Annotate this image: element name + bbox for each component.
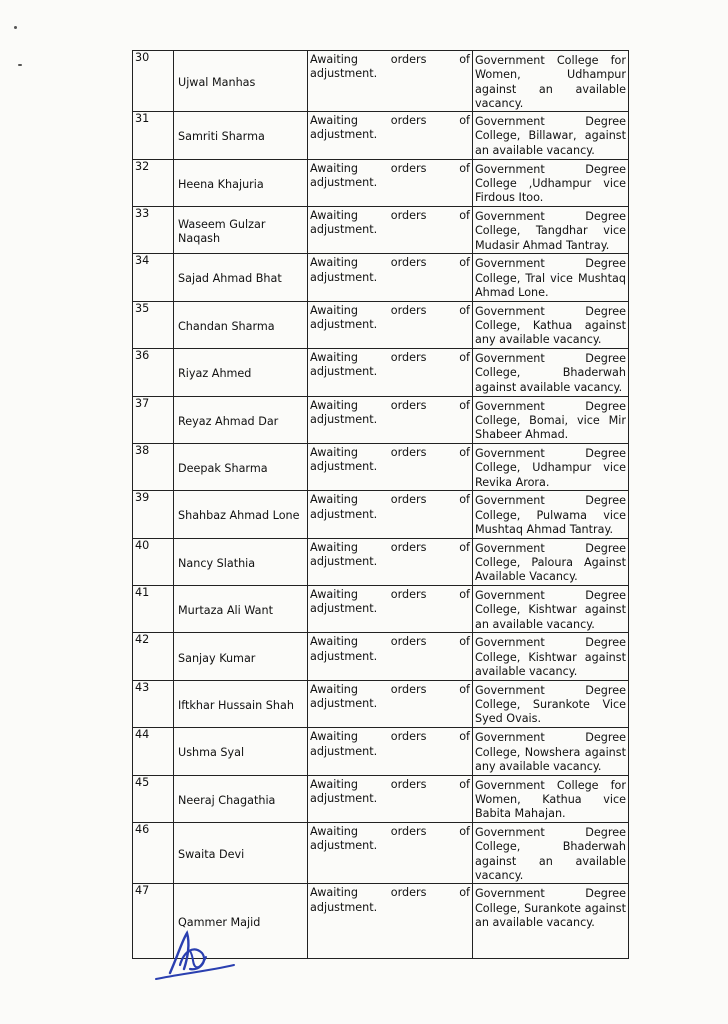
status-word: Awaiting bbox=[310, 886, 358, 900]
status-word: of bbox=[459, 777, 470, 791]
status-word: orders bbox=[390, 493, 427, 507]
place-of-posting: Government Degree College, Kishtwar against available vacancy. bbox=[473, 633, 629, 680]
status-word: orders bbox=[390, 682, 427, 696]
status-word: adjustment. bbox=[310, 460, 378, 474]
status-word: adjustment. bbox=[310, 318, 378, 332]
status-word: of bbox=[459, 886, 470, 900]
serial-number: 34 bbox=[133, 254, 174, 301]
status-line bbox=[310, 209, 470, 223]
current-status bbox=[308, 491, 473, 538]
status-word: of bbox=[459, 161, 470, 175]
status-word: adjustment. bbox=[310, 839, 378, 853]
employee-name: Ujwal Manhas bbox=[174, 51, 308, 112]
current-status bbox=[308, 159, 473, 206]
current-status bbox=[308, 823, 473, 884]
status-word: adjustment. bbox=[310, 128, 378, 142]
status-word: orders bbox=[390, 825, 427, 839]
table-row bbox=[133, 254, 629, 301]
serial-number: 31 bbox=[133, 112, 174, 159]
current-status bbox=[308, 884, 473, 959]
table-row bbox=[133, 633, 629, 680]
status-word: of bbox=[459, 730, 470, 744]
serial-number: 38 bbox=[133, 443, 174, 490]
status-line bbox=[310, 886, 470, 900]
employee-name: Ushma Syal bbox=[174, 728, 308, 775]
serial-number: 42 bbox=[133, 633, 174, 680]
employee-name: Deepak Sharma bbox=[174, 443, 308, 490]
status-line bbox=[310, 778, 470, 792]
employee-name: Samriti Sharma bbox=[174, 112, 308, 159]
status-word: orders bbox=[390, 161, 427, 175]
current-status bbox=[308, 728, 473, 775]
status-line bbox=[310, 493, 470, 507]
table-row bbox=[133, 443, 629, 490]
status-word: Awaiting bbox=[310, 398, 358, 412]
status-line bbox=[310, 351, 470, 365]
employee-name: Iftkhar Hussain Shah bbox=[174, 680, 308, 727]
status-word: Awaiting bbox=[310, 730, 358, 744]
serial-number: 33 bbox=[133, 206, 174, 253]
status-word: adjustment. bbox=[310, 175, 378, 189]
status-word: orders bbox=[390, 114, 427, 128]
status-line bbox=[310, 162, 470, 176]
serial-number: 39 bbox=[133, 491, 174, 538]
status-word: Awaiting bbox=[310, 303, 358, 317]
serial-number: 41 bbox=[133, 586, 174, 633]
serial-number: 35 bbox=[133, 301, 174, 348]
status-word: of bbox=[459, 540, 470, 554]
status-word: Awaiting bbox=[310, 445, 358, 459]
table-row bbox=[133, 491, 629, 538]
table-row bbox=[133, 823, 629, 884]
employee-name: Reyaz Ahmad Dar bbox=[174, 396, 308, 443]
status-word: of bbox=[459, 493, 470, 507]
table-row bbox=[133, 206, 629, 253]
current-status bbox=[308, 633, 473, 680]
serial-number: 45 bbox=[133, 775, 174, 822]
place-of-posting: Government Degree College, Bhaderwah against available vacancy. bbox=[473, 349, 629, 396]
employee-name: Swaita Devi bbox=[174, 823, 308, 884]
current-status bbox=[308, 51, 473, 112]
table-row bbox=[133, 680, 629, 727]
status-word: adjustment. bbox=[310, 697, 378, 711]
place-of-posting: Government Degree College, Bomai, vice Mir Shabeer Ahmad. bbox=[473, 396, 629, 443]
place-of-posting: Government Degree College, Nowshera against any available vacancy. bbox=[473, 728, 629, 775]
status-word: Awaiting bbox=[310, 682, 358, 696]
employee-name: Chandan Sharma bbox=[174, 301, 308, 348]
status-word: of bbox=[459, 588, 470, 602]
place-of-posting: Government Degree College, Bhaderwah against an available vacancy. bbox=[473, 823, 629, 884]
place-of-posting: Government Degree College, Kishtwar against an available vacancy. bbox=[473, 586, 629, 633]
status-word: orders bbox=[390, 351, 427, 365]
table-row bbox=[133, 538, 629, 585]
table-row bbox=[133, 301, 629, 348]
status-line bbox=[310, 399, 470, 413]
status-word: Awaiting bbox=[310, 540, 358, 554]
status-word: of bbox=[459, 114, 470, 128]
place-of-posting: Government Degree College, Billawar, against an available vacancy. bbox=[473, 112, 629, 159]
status-word: of bbox=[459, 445, 470, 459]
employee-name: Riyaz Ahmed bbox=[174, 349, 308, 396]
status-word: orders bbox=[390, 540, 427, 554]
current-status bbox=[308, 680, 473, 727]
status-line bbox=[310, 825, 470, 839]
status-word: Awaiting bbox=[310, 635, 358, 649]
status-word: adjustment. bbox=[310, 744, 378, 758]
status-word: of bbox=[459, 682, 470, 696]
place-of-posting: Government Degree College, Kathua against any available vacancy. bbox=[473, 301, 629, 348]
current-status bbox=[308, 586, 473, 633]
status-word: of bbox=[459, 208, 470, 222]
current-status bbox=[308, 396, 473, 443]
status-word: orders bbox=[390, 256, 427, 270]
place-of-posting: Government Degree College, Tral vice Mushtaq Ahmad Lone. bbox=[473, 254, 629, 301]
current-status bbox=[308, 538, 473, 585]
status-word: of bbox=[459, 635, 470, 649]
current-status bbox=[308, 206, 473, 253]
place-of-posting: Government Degree College ,Udhampur vice Firdous Itoo. bbox=[473, 159, 629, 206]
status-word: orders bbox=[390, 730, 427, 744]
table-row bbox=[133, 396, 629, 443]
status-line bbox=[310, 114, 470, 128]
place-of-posting: Government College for Women, Kathua vice Babita Mahajan. bbox=[473, 775, 629, 822]
status-word: orders bbox=[390, 398, 427, 412]
current-status bbox=[308, 349, 473, 396]
employee-name: Neeraj Chagathia bbox=[174, 775, 308, 822]
employee-name: Shahbaz Ahmad Lone bbox=[174, 491, 308, 538]
place-of-posting: Government Degree College, Surankote Vice Syed Ovais. bbox=[473, 680, 629, 727]
orders-table-body bbox=[133, 51, 629, 959]
status-word: Awaiting bbox=[310, 53, 358, 66]
status-line bbox=[310, 541, 470, 555]
status-word: Awaiting bbox=[310, 777, 358, 791]
current-status bbox=[308, 443, 473, 490]
serial-number: 40 bbox=[133, 538, 174, 585]
employee-name: Sajad Ahmad Bhat bbox=[174, 254, 308, 301]
employee-name: Qammer Majid bbox=[174, 884, 308, 959]
status-word: adjustment. bbox=[310, 507, 378, 521]
status-word: orders bbox=[390, 886, 427, 900]
status-word: Awaiting bbox=[310, 208, 358, 222]
status-word: of bbox=[459, 53, 470, 66]
serial-number: 44 bbox=[133, 728, 174, 775]
employee-name: Nancy Slathia bbox=[174, 538, 308, 585]
serial-number: 30 bbox=[133, 51, 174, 112]
status-word: adjustment. bbox=[310, 365, 378, 379]
status-word: adjustment. bbox=[310, 270, 378, 284]
serial-number: 32 bbox=[133, 159, 174, 206]
employee-name: Waseem Gulzar Naqash bbox=[174, 206, 308, 253]
employee-name: Heena Khajuria bbox=[174, 159, 308, 206]
employee-name: Murtaza Ali Want bbox=[174, 586, 308, 633]
current-status bbox=[308, 775, 473, 822]
orders-table bbox=[132, 50, 629, 959]
status-word: adjustment. bbox=[310, 649, 378, 663]
table-row bbox=[133, 349, 629, 396]
status-word: of bbox=[459, 303, 470, 317]
employee-name: Sanjay Kumar bbox=[174, 633, 308, 680]
serial-number: 37 bbox=[133, 396, 174, 443]
status-word: orders bbox=[390, 635, 427, 649]
table-row bbox=[133, 728, 629, 775]
status-line bbox=[310, 588, 470, 602]
table-row bbox=[133, 775, 629, 822]
status-word: of bbox=[459, 351, 470, 365]
place-of-posting: Government Degree College, Pulwama vice Mushtaq Ahmad Tantray. bbox=[473, 491, 629, 538]
place-of-posting: Government Degree College, Surankote against an available vacancy. bbox=[473, 884, 629, 959]
place-of-posting: Government Degree College, Tangdhar vice Mudasir Ahmad Tantray. bbox=[473, 206, 629, 253]
table-row bbox=[133, 159, 629, 206]
status-word: orders bbox=[390, 303, 427, 317]
status-word: orders bbox=[390, 777, 427, 791]
status-line bbox=[310, 635, 470, 649]
status-word: adjustment. bbox=[310, 791, 378, 805]
status-word: of bbox=[459, 256, 470, 270]
status-line bbox=[310, 256, 470, 270]
status-line bbox=[310, 53, 470, 67]
status-word: adjustment. bbox=[310, 67, 378, 81]
status-word: Awaiting bbox=[310, 493, 358, 507]
signature bbox=[150, 925, 250, 985]
status-word: Awaiting bbox=[310, 114, 358, 128]
status-line bbox=[310, 304, 470, 318]
status-word: Awaiting bbox=[310, 351, 358, 365]
scan-speck bbox=[18, 64, 22, 66]
place-of-posting: Government College for Women, Udhampur against an available vacancy. bbox=[473, 51, 629, 112]
current-status bbox=[308, 112, 473, 159]
status-word: adjustment. bbox=[310, 602, 378, 616]
table-row bbox=[133, 51, 629, 112]
current-status bbox=[308, 301, 473, 348]
table-row bbox=[133, 586, 629, 633]
status-line bbox=[310, 730, 470, 744]
status-line bbox=[310, 446, 470, 460]
status-word: adjustment. bbox=[310, 223, 378, 237]
status-word: orders bbox=[390, 445, 427, 459]
scan-speck bbox=[14, 26, 17, 29]
serial-number: 43 bbox=[133, 680, 174, 727]
status-word: Awaiting bbox=[310, 256, 358, 270]
status-word: Awaiting bbox=[310, 161, 358, 175]
status-word: orders bbox=[390, 208, 427, 222]
table-row bbox=[133, 112, 629, 159]
status-line bbox=[310, 683, 470, 697]
current-status bbox=[308, 254, 473, 301]
serial-number: 47 bbox=[133, 884, 174, 959]
status-word: Awaiting bbox=[310, 825, 358, 839]
serial-number: 36 bbox=[133, 349, 174, 396]
status-word: adjustment. bbox=[310, 555, 378, 568]
status-word: adjustment. bbox=[310, 412, 378, 426]
status-word: of bbox=[459, 825, 470, 839]
status-word: adjustment. bbox=[310, 900, 378, 914]
status-word: of bbox=[459, 398, 470, 412]
place-of-posting: Government Degree College, Udhampur vice Revika Arora. bbox=[473, 443, 629, 490]
place-of-posting: Government Degree College, Paloura Against Available Vacancy. bbox=[473, 538, 629, 585]
status-word: orders bbox=[390, 588, 427, 602]
status-word: orders bbox=[390, 53, 427, 66]
serial-number: 46 bbox=[133, 823, 174, 884]
status-word: Awaiting bbox=[310, 588, 358, 602]
